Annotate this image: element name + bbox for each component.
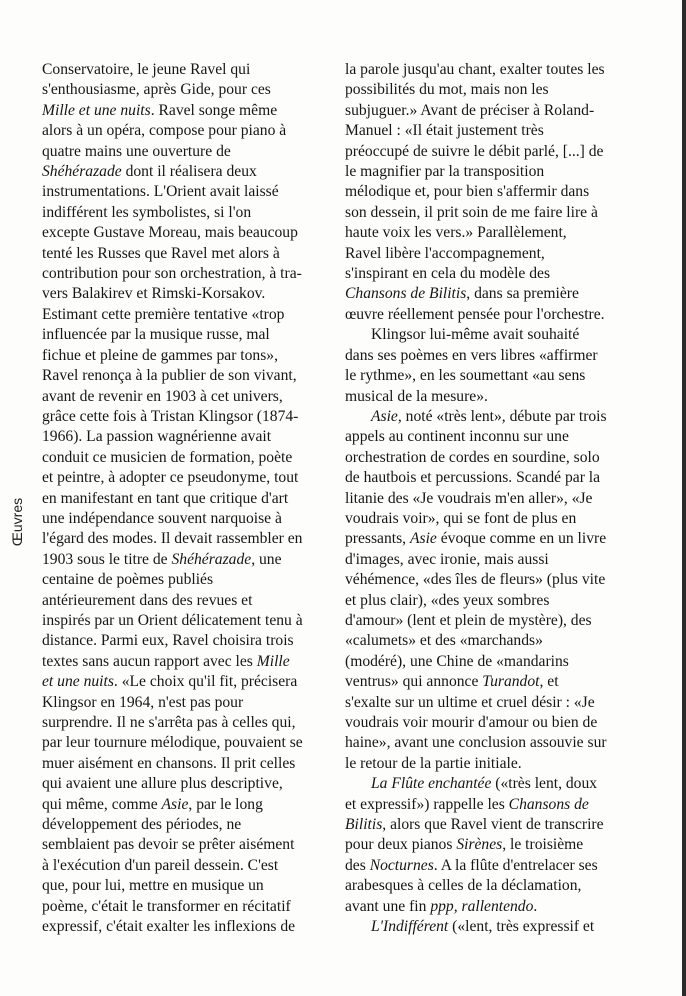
text-line: avant de revenir en 1903 à cet univers, [42,387,283,405]
text-line: des Nocturnes. A la flûte d'entrelacer ses [345,856,598,874]
text-line: muer aisément en chansons. Il prit celles [42,754,296,772]
text-line: appels au continent inconnu sur une [345,428,569,446]
page-edge [682,0,686,996]
text-line: en manifestant en tant que critique d'art [42,489,289,507]
text-line: de hautbois et percussions. Scandé par la [345,469,601,487]
text-line: une indépendance souvent narquoise à [42,509,282,527]
text-line: s'inspirant en cela du modèle des [345,265,551,283]
text-line: antérieurement dans des revues et [42,591,253,609]
text-line: et plus clair), «des yeux sombres [345,591,550,609]
text-line: qui avaient une allure plus descriptive, [42,775,283,793]
text-line: contribution pour son orchestration, à tra- [42,265,302,283]
text-line: avant une fin ppp, rallentendo. [345,897,538,915]
text-line: le magnifier par la transposition [345,163,545,181]
text-line: et peintre, à adopter ce pseudonyme, tout [42,469,299,487]
text-line: L'Indifférent («lent, très expressif et [371,918,595,936]
text-line: 1903 sous le titre de Shéhérazade, une [42,550,282,568]
text-line: Klingsor en 1964, n'est pas pour [42,693,244,711]
text-line: d'images, avec ironie, mais aussi [345,550,549,568]
text-line: œuvre réellement pensée pour l'orchestre. [345,305,605,323]
text-line: développement des périodes, ne [42,816,242,834]
text-line: Shéhérazade dont il réalisera deux [42,163,257,181]
side-section-label [8,498,26,546]
text-line: poème, c'était le transformer en récitatif [42,897,291,915]
text-line: Ravel libère l'accompagnement, [345,244,545,262]
text-line: musical de la mesure». [345,387,488,405]
text-line: Mille et une nuits. Ravel songe même [42,101,278,119]
text-line: indifférent les symbolistes, si l'on [42,203,252,221]
text-line: Klingsor lui-même avait souhaité [371,326,580,344]
text-line: textes sans aucun rapport avec les Mille [42,652,290,670]
text-line: d'amour» (lent et plein de mystère), des [345,611,592,629]
text-line: 1966). La passion wagnérienne avait [42,428,272,446]
text-line: préoccupé de suivre le débit parlé, [...] de [345,142,604,160]
text-line: semblaient pas devoir se prêter aisément [42,836,295,854]
text-line: haine», avant une conclusion assouvie sur [345,734,607,752]
text-line: Bilitis, alors que Ravel vient de transcrire [345,816,604,834]
left-text-column [42,60,338,937]
text-line: l'égard des modes. Il devait rassembler en [42,530,303,548]
text-line: influencée par la musique russe, mal [42,326,270,344]
text-line: distance. Parmi eux, Ravel choisira trois [42,632,294,650]
text-line: arabesques à celles de la déclamation, [345,877,582,895]
text-line: et expressif») rappelle les Chansons de [345,795,589,813]
text-line: haute voix les vers.» Parallèlement, [345,224,567,242]
text-line: s'exalte sur un ultime et cruel désir : «Je [345,693,595,711]
text-line: la parole jusqu'au chant, exalter toutes les [345,61,605,78]
text-line: son dessein, il prit soin de me faire lire à [345,203,598,221]
text-line: véhémence, «des îles de fleurs» (plus vite [345,571,606,589]
text-line: dans ses poèmes en vers libres «affirmer [345,346,598,364]
text-line: pressants, Asie évoque comme en un livre [345,530,607,548]
text-line: par leur tournure mélodique, pouvaient se [42,734,303,752]
text-line: Asie, noté «très lent», débute par trois [371,407,607,425]
text-line: grâce cette fois à Tristan Klingsor (1874- [42,407,299,425]
text-line: fichue et pleine de gammes par tons», [42,346,278,364]
text-line: voudrais voir mourir d'amour ou bien de [345,714,598,731]
text-line: instrumentations. L'Orient avait laissé [42,183,279,201]
text-line: et une nuits. «Le choix qu'il fit, précisera [42,673,298,691]
text-line: le rythme», en les soumettant «au sens [345,367,586,385]
text-line: (modéré), une Chine de «mandarins [345,652,569,670]
text-line: tenté les Russes que Ravel met alors à [42,244,280,262]
text-line: quatre mains une ouverture de [42,142,231,160]
text-line: conduit ce musicien de formation, poète [42,448,293,466]
text-line: La Flûte enchantée («très lent, doux [371,775,598,793]
text-line: Ravel renonça à la publier de son vivant, [42,367,297,385]
text-line: s'enthousiasme, après Gide, pour ces [42,81,271,99]
text-line: mélodique et, pour bien s'affermir dans [345,183,590,201]
text-line: centaine de poèmes publiés [42,571,214,589]
text-line: Manuel : «Il était justement très [345,122,544,140]
text-line: pour deux pianos Sirènes, le troisième [345,836,584,854]
text-line: Chansons de Bilitis, dans sa première [345,285,579,303]
text-line: «calumets» et des «marchands» [345,632,543,650]
text-line: le retour de la partie initiale. [345,754,522,772]
text-line: alors à un opéra, compose pour piano à [42,122,287,140]
text-line: possibilités du mot, mais non les [345,81,549,99]
text-line: surprendre. Il ne s'arrêta pas à celles qui, [42,714,296,731]
text-line: vers Balakirev et Rimski-Korsakov. [42,285,266,303]
text-line: voudrais voir», qui se font de plus en [345,509,577,527]
text-line: excepte Gustave Moreau, mais beaucoup [42,224,298,242]
text-line: inspirés par un Orient délicatement tenu à [42,611,303,629]
side-label-text: Œuvres [9,497,25,547]
right-text-column [345,60,645,937]
text-line: qui même, comme Asie, par le long [42,795,263,813]
text-line: ventrus» qui annonce Turandot, et [345,673,559,691]
text-line: Estimant cette première tentative «trop [42,305,285,323]
text-line: litanie des «Je voudrais m'en aller», «Je [345,489,593,507]
text-line: orchestration de cordes en sourdine, solo [345,448,600,466]
text-line: Conservatoire, le jeune Ravel qui [42,61,251,78]
text-line: que, pour lui, mettre en musique un [42,877,264,895]
text-line: à l'exécution d'un pareil dessein. C'est [42,856,279,874]
text-line: subjuguer.» Avant de préciser à Roland- [345,101,595,119]
text-line: expressif, c'était exalter les inflexions de [42,918,296,936]
